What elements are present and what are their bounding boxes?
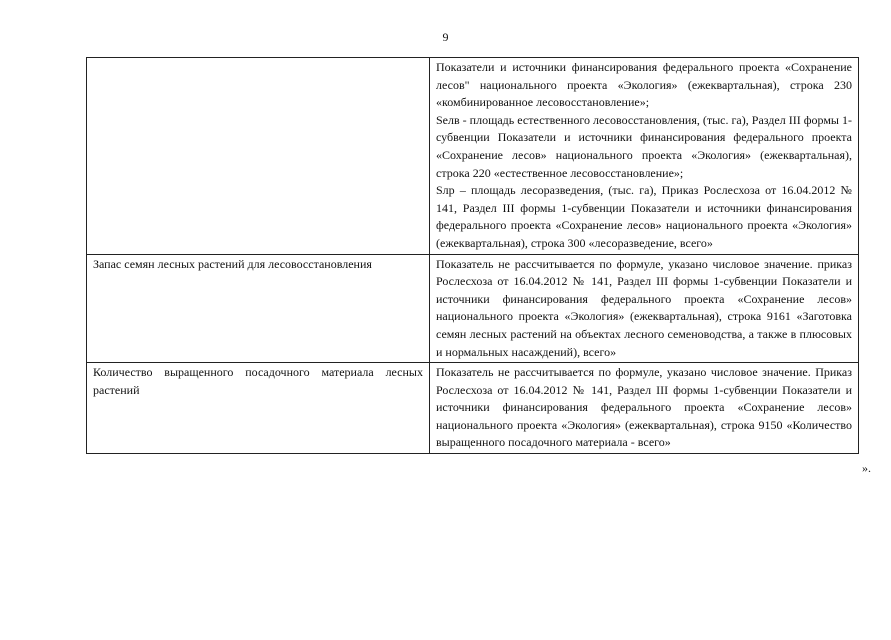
table-row (87, 363, 859, 454)
description-paragraph: Показатель не рассчитывается по формуле, указано числовое значение. приказ Рослесхоза от 16.04.2012 № 141, Раздел III формы 1-субвенции Показатели и источники финансирования федерального проекта «Сохранение лесов» национального проекта «Экология» (ежеквартальная), строка 9161 «Заготовка семян лесных растений на объектах лесного семеноводства, а также в плюсовых и нормальных насаждений), всего» (436, 256, 852, 359)
table-cell-indicator: Количество выращенного посадочного материала лесных растений (87, 363, 430, 454)
table-row (87, 254, 859, 363)
table-cell-indicator (87, 58, 430, 255)
description-paragraph: Seлв - площадь естественного лесовосстановления, (тыс. га), Раздел III формы 1-субвенции Показатели и источники финансирования федерального проекта «Сохранение лесов» национального проекта «Экология» (ежеквартальная), строка 220 «естественное лесовосстановление»; (436, 112, 852, 180)
table-row (87, 58, 859, 255)
indicator-table (86, 57, 859, 454)
table-cell-indicator: Запас семян лесных растений для лесовосстановления (87, 254, 430, 363)
table-cell-description (430, 254, 859, 363)
description-paragraph: Показатель не рассчитывается по формуле, указано числовое значение. Приказ Рослесхоза от 16.04.2012 № 141, Раздел III формы 1-субвенции Показатели и источники финансирования федерального проекта «Сохранение лесов» национального проекта «Экология» (ежеквартальная), строка 9150 «Количество выращенного посадочного материала - всего» (436, 365, 852, 450)
table-cell-description (430, 363, 859, 454)
description-paragraph: Sлр – площадь лесоразведения, (тыс. га), Приказ Рослесхоза от 16.04.2012 № 141, Раздел III формы 1-субвенции Показатели и источники финансирования федерального проекта «Сохранение лесов» национального проекта «Экология» (ежеквартальная), строка 300 «лесоразведение, всего» (436, 183, 852, 250)
description-paragraph: Показатели и источники финансирования федерального проекта «Сохранение лесов" национального проекта «Экология» (ежеквартальная), строка 230 «комбинированное лесовосстановление»; (436, 60, 852, 110)
table-cell-description (430, 58, 859, 255)
page-number: 9 (442, 30, 449, 44)
closing-quote-mark: ». (862, 461, 871, 475)
